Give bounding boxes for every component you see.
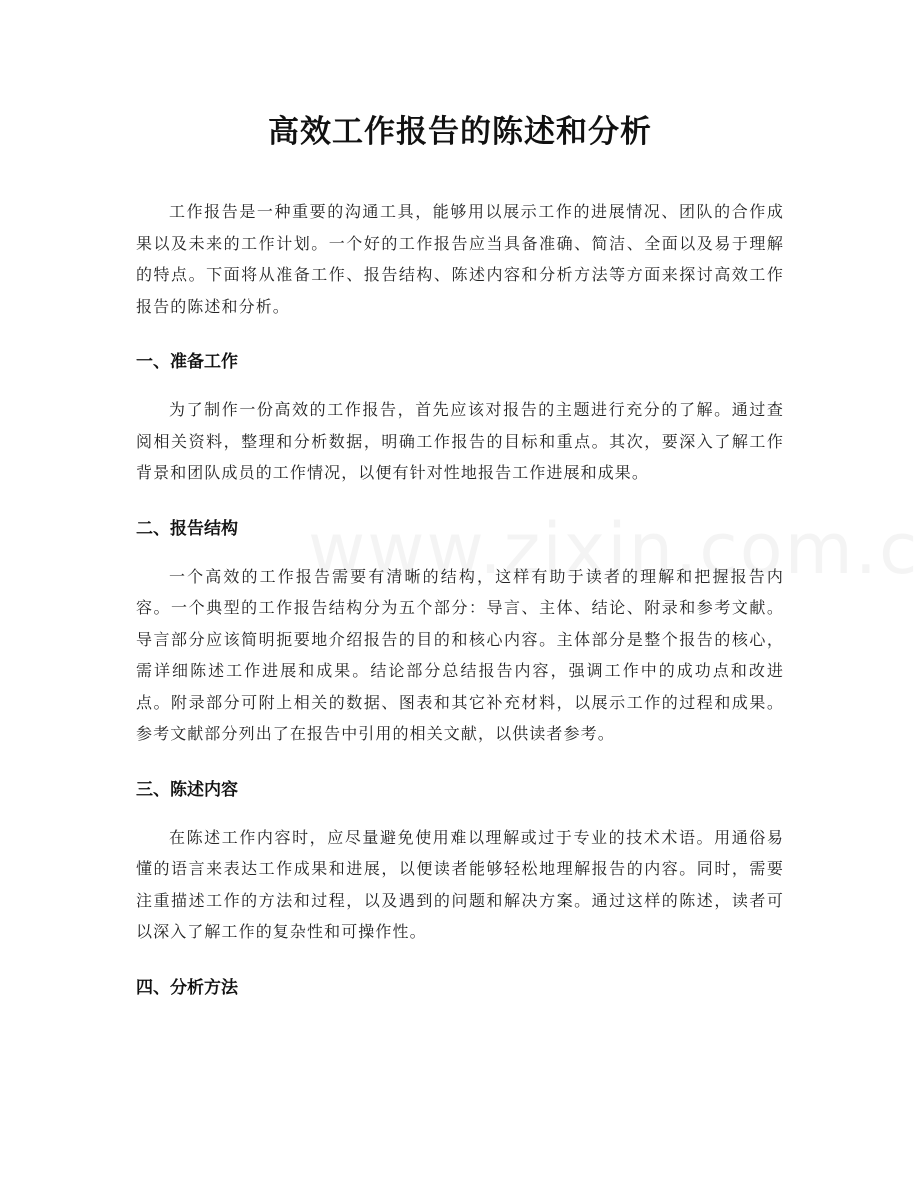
section-body-structure: 一个高效的工作报告需要有清晰的结构，这样有助于读者的理解和把握报告内容。一个典型的工作报告结构分为五个部分：导言、主体、结论、附录和参考文献。导言部分应该简明扼要地介绍报告的目的和核心内容。主体部分是整个报告的核心，需详细陈述工作进展和成果。结论部分总结报告内容，强调工作中的成功点和改进点。附录部分可附上相关的数据、图表和其它补充材料，以展示工作的过程和成果。参考文献部分列出了在报告中引用的相关文献，以供读者参考。 <box>136 566 784 743</box>
section-heading-preparation: 一、准备工作 <box>136 352 238 372</box>
section-heading-structure: 二、报告结构 <box>136 518 238 539</box>
intro-paragraph: 工作报告是一种重要的沟通工具，能够用以展示工作的进展情况、团队的合作成果以及未来的工作计划。一个好的工作报告应当具备准确、简洁、全面以及易于理解的特点。下面将从准备工作、报告结构、陈述内容和分析方法等方面来探讨高效工作报告的陈述和分析。 <box>136 202 784 316</box>
section-heading-analysis: 四、分析方法 <box>136 977 238 998</box>
document-title: 高效工作报告的陈述和分析 <box>268 114 652 150</box>
section-body-preparation: 为了制作一份高效的工作报告，首先应该对报告的主题进行充分的了解。通过查阅相关资料，整理和分析数据，明确工作报告的目标和重点。其次，要深入了解工作背景和团队成员的工作情况，以便有针对性地报告工作进展和成果。 <box>136 400 784 482</box>
section-heading-content: 三、陈述内容 <box>136 779 238 800</box>
section-body-content: 在陈述工作内容时，应尽量避免使用难以理解或过于专业的技术术语。用通俗易懂的语言来表达工作成果和进展，以便读者能够轻松地理解报告的内容。同时，需要注重描述工作的方法和过程，以及遇到的问题和解决方案。通过这样的陈述，读者可以深入了解工作的复杂性和可操作性。 <box>136 827 784 941</box>
